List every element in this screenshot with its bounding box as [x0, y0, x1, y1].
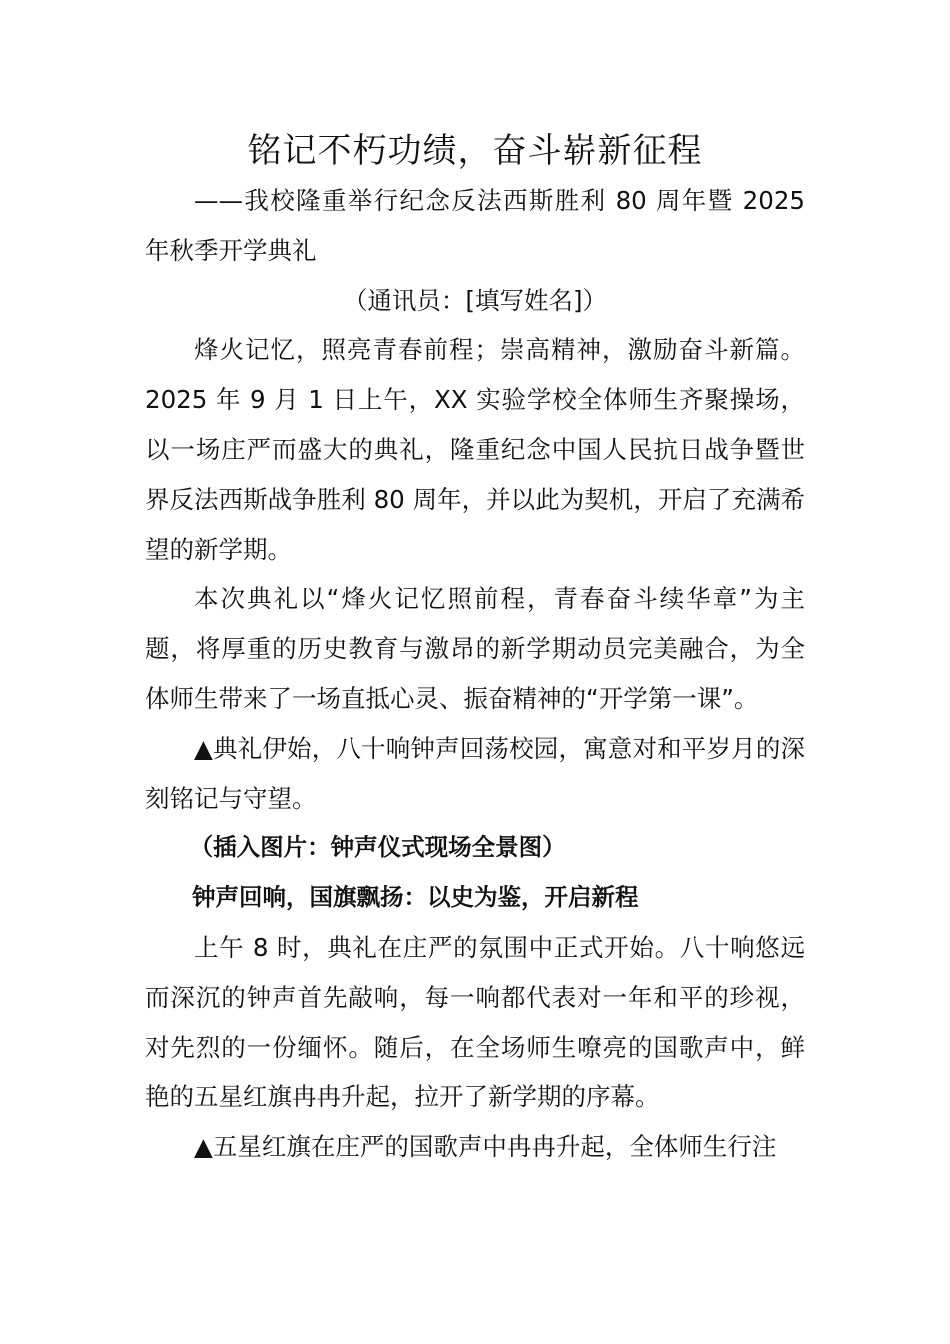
paragraph-intro: 烽火记忆，照亮青春前程；崇高精神，激励奋斗新篇。2025 年 9 月 1 日上午，XX 实验学校全体师生齐聚操场，以一场庄严而盛大的典礼，隆重纪念中国人民抗日战争暨世界反法西斯战争胜利 80 周年，并以此为契机，开启了充满希望的新学期。: [145, 335, 805, 564]
byline: （通讯员：[填写姓名]）: [342, 285, 608, 315]
article-title: 铭记不朽功绩，奋斗崭新征程: [247, 131, 703, 171]
photo-caption-bell: ▲典礼伊始，八十响钟声回荡校园，寓意对和平岁月的深刻铭记与守望。: [145, 733, 805, 813]
article-subtitle: ——我校隆重举行纪念反法西斯胜利 80 周年暨 2025 年秋季开学典礼: [145, 186, 805, 265]
article-body: [145, 176, 805, 1172]
paragraph-theme: 本次典礼以“烽火记忆照前程，青春奋斗续华章”为主题，将厚重的历史教育与激昂的新学期动员完美融合，为全体师生带来了一场直抵心灵、振奋精神的“开学第一课”。: [145, 584, 805, 713]
photo-caption-flag: ▲五星红旗在庄严的国歌声中冉冉升起，全体师生行注: [194, 1132, 777, 1162]
paragraph-ceremony: 上午 8 时，典礼在庄严的氛围中正式开始。八十响悠远而深沉的钟声首先敲响，每一响都代表对一年和平的珍视，对先烈的一份缅怀。随后，在全场师生嘹亮的国歌声中，鲜艳的五星红旗冉冉升起，拉开了新学期的序幕。: [145, 932, 805, 1112]
image-placeholder: （插入图片：钟声仪式现场全景图）: [189, 833, 566, 862]
section-heading: 钟声回响，国旗飘扬：以史为鉴，开启新程: [192, 883, 639, 912]
